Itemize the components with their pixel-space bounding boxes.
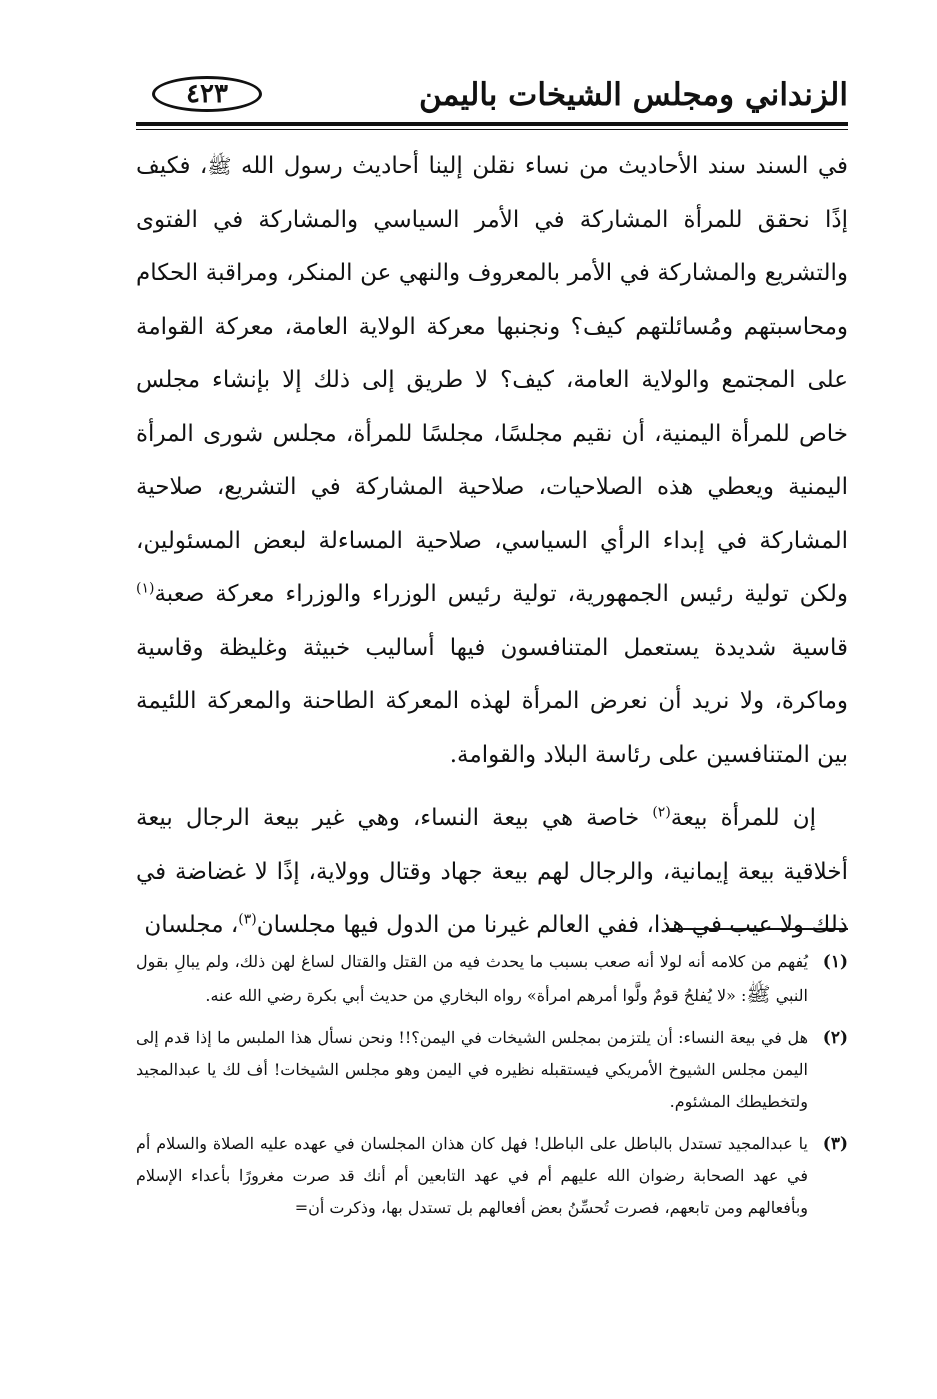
footnote-number: (٣) (822, 1134, 848, 1154)
footnote-ref-3[interactable]: (٣) (238, 911, 257, 928)
footnote-text (136, 1022, 808, 1118)
footnote-3 (136, 1128, 848, 1224)
p2-part3: ، مجلسان (144, 912, 239, 938)
footnote-ref-2[interactable]: (٢) (652, 804, 671, 821)
p1-part3: قاسية شديدة يستعمل المتنافسون فيها أساليب خبيثة وغليظة وقاسية وماكرة، ولا نريد أن نعرض المرأة لهذه المعركة الطاحنة والمعركة اللئيمة بين المتنافسين على رئاسة البلاد والقوامة. (136, 634, 848, 768)
p2-part2: خاصة هي بيعة النساء، وهي غير بيعة الرجال بيعة أخلاقية بيعة إيمانية، والرجال لهم بيعة جهاد وقتال وولاية، إذًا لا غضاضة في ذلك ولا عيب في هذا، ففي العالم غيرنا من الدول فيها مجلسان (136, 805, 848, 938)
footnote-text-part1: يُفهم من كلامه أنه لولا أنه صعب بسبب ما يحدث فيه من القتل والقتال لساغ لهن ذلك، ولم يبالِ بقول النبي (136, 952, 808, 1005)
salawat-symbol: ﷺ (746, 982, 771, 1006)
footnote-separator (666, 928, 848, 930)
p2-part1: إن للمرأة بيعة (670, 805, 816, 831)
page-number-badge (152, 76, 262, 112)
footnote-text (136, 946, 808, 1012)
salawat-symbol: ﷺ (207, 154, 232, 178)
footnote-1 (136, 946, 848, 1012)
page-number: ٤٢٣ (186, 79, 228, 109)
footnote-2 (136, 1022, 848, 1118)
footnote-text-part1: هل في بيعة النساء: أن يلتزمن بمجلس الشيخات في اليمن؟!! ونحن نسأل هذا الملبس ما إذا قدم إلى اليمن مجلس الشيوخ الأمريكي فيستقبله نظيره في اليمن وهو مجلس الشيخات! أف لك يا عبدالمجيد ولتخطيطك المشئوم. (136, 1028, 808, 1111)
p1-part2: ، فكيف إذًا نحقق للمرأة المشاركة في الأمر السياسي والمشاركة في الفتوى والتشريع والمشاركة في الأمر بالمعروف والنهي عن المنكر، ومراقبة الحكام ومحاسبتهم ومُسائلتهم كيف؟ ونجنبها معركة الولاية العامة، معركة القوامة على المجتمع والولاية العامة، كيف؟ لا طريق إلى ذلك إلا بإنشاء مجلس خاص للمرأة اليمنية، أن نقيم مجلسًا، مجلسًا للمرأة، مجلس شورى المرأة اليمنية ويعطي هذه الصلاحيات، صلاحية المشاركة في التشريع، صلاحية المشاركة في إبداء الرأي السياسي، صلاحية المساءلة لبعض المسئولين، ولكن تولية رئيس الجمهورية، تولية رئيس الوزراء والوزراء معركة صعبة (136, 153, 848, 607)
footnotes (136, 946, 848, 1234)
p1-part1: في السند سند الأحاديث من نساء نقلن إلينا أحاديث رسول الله (240, 153, 848, 179)
footnote-text-part2: : «لا يُفلحُ قومٌ ولَّوا أمرهم امرأة» رواه البخاري من حديث أبي بكرة رضي الله عنه. (205, 986, 747, 1005)
footnote-text-part1: يا عبدالمجيد تستدل بالباطل على الباطل! فهل كان هذان المجلسان في عهده عليه الصلاة والسلام أم في عهد الصحابة رضوان الله عليهم أم في عهد التابعين أم أنك قد صرت مغرورًا بأعداء الإسلام وبأفعالهم ومن تابعهم، فصرت تُحسِّنُ بعض أفعالهم بل تستدل بها، وذكرت أن= (136, 1134, 808, 1217)
header-rule-thin (136, 129, 848, 130)
page-header (136, 68, 848, 130)
footnote-number: (٢) (822, 1028, 848, 1048)
header-rule (136, 122, 848, 126)
main-text (136, 140, 848, 953)
footnote-ref-1[interactable]: (١) (136, 580, 155, 597)
footnote-text (136, 1128, 808, 1224)
paragraph-1 (136, 140, 848, 782)
running-title: الزنداني ومجلس الشيخات باليمن (419, 77, 848, 113)
footnote-number: (١) (822, 952, 848, 972)
